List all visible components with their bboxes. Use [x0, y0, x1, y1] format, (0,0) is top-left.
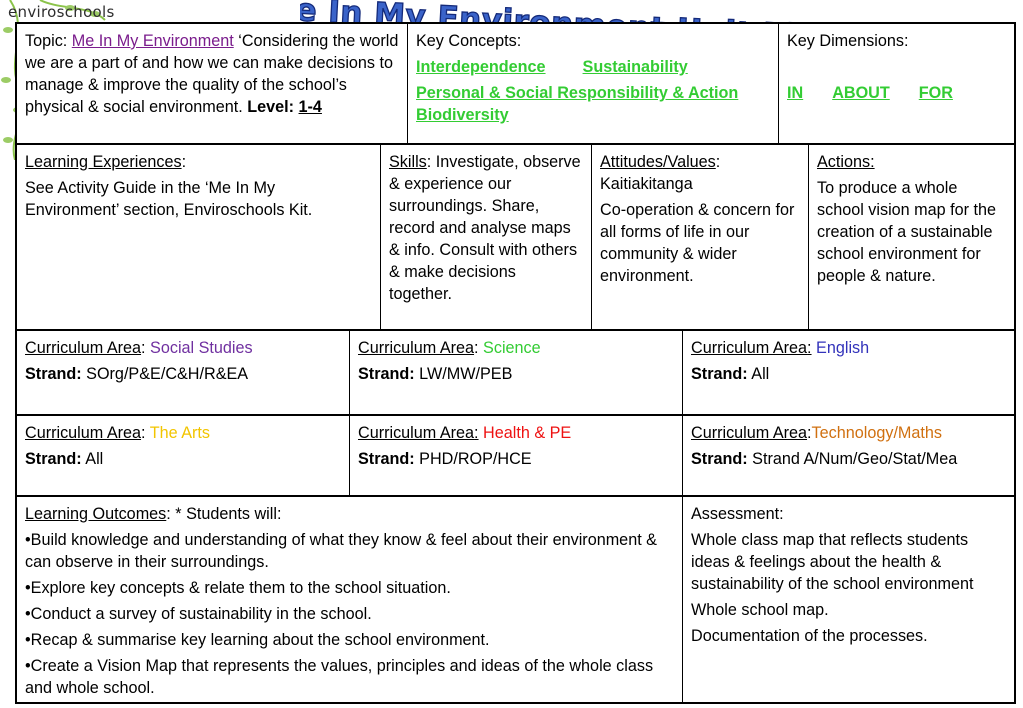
- strand-label: Strand:: [691, 365, 748, 383]
- strand-label: Strand:: [691, 450, 748, 468]
- outcome-item: •Explore key concepts & relate them to the school situation.: [25, 579, 451, 597]
- level-value: 1-4: [298, 98, 322, 116]
- curriculum-english: Curriculum Area: English Strand: All: [683, 331, 1016, 416]
- actions-text: To produce a whole school vision map for the creation of a sustainable school environment for people & nature.: [817, 179, 997, 285]
- learning-experiences-label: Learning Experiences: [25, 153, 182, 171]
- curriculum-the-arts: Curriculum Area: The Arts Strand: All: [17, 416, 350, 497]
- curriculum-area-label: Curriculum Area: [358, 424, 475, 442]
- strand-value: PHD/ROP/HCE: [419, 450, 532, 468]
- skills-label: Skills: [389, 153, 427, 171]
- curriculum-area-value: Technology/Maths: [811, 424, 943, 442]
- assessment-item: Whole school map.: [691, 601, 829, 619]
- curriculum-area-label: Curriculum Area: [358, 339, 475, 357]
- curriculum-area-label: Curriculum Area: [25, 339, 142, 357]
- topic-value: Me In My Environment: [71, 32, 234, 50]
- learning-experiences-cell: Learning Experiences: See Activity Guide in the ‘Me In My Environment’ section, Enviroschools Kit.: [17, 145, 381, 331]
- curriculum-area-value: English: [816, 339, 870, 357]
- assessment-item: Whole class map that reflects students ideas & feelings about the health & sustainability of the school environment: [691, 531, 974, 593]
- strand-label: Strand:: [358, 365, 415, 383]
- curriculum-area-value: The Arts: [149, 424, 211, 442]
- attitudes-kaitiakitanga: Kaitiakitanga: [600, 175, 693, 193]
- curriculum-area-value: Science: [483, 339, 541, 357]
- topic-cell: [17, 24, 408, 145]
- concept-sustainability: Sustainability: [582, 58, 688, 76]
- assessment-item: Documentation of the processes.: [691, 627, 928, 645]
- outcome-item: •Create a Vision Map that represents the values, principles and ideas of the whole class and whole school.: [25, 657, 654, 697]
- learning-experiences-text: See Activity Guide in the ‘Me In My Environment’ section, Enviroschools Kit.: [25, 179, 313, 219]
- curriculum-area-label: Curriculum Area: [691, 339, 808, 357]
- curriculum-health-pe: Curriculum Area: Health & PE Strand: PHD/ROP/HCE: [350, 416, 683, 497]
- concept-interdependence: Interdependence: [416, 58, 546, 76]
- attitudes-label: Attitudes/Values: [600, 153, 716, 171]
- curriculum-social-studies: Curriculum Area: Social Studies Strand: SOrg/P&E/C&H/R&EA: [17, 331, 350, 416]
- curriculum-area-value: Social Studies: [150, 339, 253, 357]
- key-concepts-label: Key Concepts:: [416, 32, 522, 50]
- learning-outcomes-label: Learning Outcomes: [25, 505, 167, 523]
- unit-plan-table: [15, 22, 1016, 704]
- attitudes-cell: Attitudes/Values: Kaitiakitanga Co-operation & concern for all forms of life in our community & wider environment.: [592, 145, 809, 331]
- key-concepts-cell: [408, 24, 779, 145]
- assessment-label: Assessment:: [691, 505, 784, 523]
- actions-label: Actions:: [817, 153, 875, 171]
- skills-text: Investigate, observe & experience our surroundings. Share, record and analyse maps & info. Consult with others & make decisions together.: [389, 153, 581, 303]
- dimension-in: IN: [787, 84, 804, 102]
- learning-outcomes-intro: * Students will:: [175, 505, 282, 523]
- key-dimensions-label: Key Dimensions:: [787, 32, 909, 50]
- key-dimensions-cell: [779, 24, 1016, 145]
- attitudes-text: Co-operation & concern for all forms of life in our community & wider environment.: [600, 201, 795, 285]
- outcome-item: •Build knowledge and understanding of what they know & feel about their environment & can observe in their surroundings.: [25, 531, 657, 571]
- concept-responsibility: Personal & Social Responsibility & Action: [416, 84, 739, 102]
- curriculum-technology-maths: Curriculum Area:Technology/Maths Strand: Strand A/Num/Geo/Stat/Mea: [683, 416, 1016, 497]
- assessment-cell: [683, 497, 1016, 702]
- curriculum-science: Curriculum Area: Science Strand: LW/MW/PEB: [350, 331, 683, 416]
- topic-text: ‘Considering the world we are a part of and how we can make decisions to manage & improve the quality of the school’s physical & social environment.: [25, 32, 399, 116]
- actions-cell: [809, 145, 1016, 331]
- dimension-for: FOR: [918, 84, 953, 102]
- level-label: Level:: [247, 98, 295, 116]
- strand-value: Strand A/Num/Geo/Stat/Mea: [752, 450, 958, 468]
- strand-value: LW/MW/PEB: [419, 365, 513, 383]
- strand-value: SOrg/P&E/C&H/R&EA: [86, 365, 249, 383]
- curriculum-area-label: Curriculum Area: [25, 424, 142, 442]
- strand-label: Strand:: [358, 450, 415, 468]
- skills-cell: Skills: Investigate, observe & experience our surroundings. Share, record and analyse maps & info. Consult with others & make decisions together.: [381, 145, 592, 331]
- outcome-item: •Conduct a survey of sustainability in the school.: [25, 605, 372, 623]
- curriculum-area-value: Health & PE: [483, 424, 572, 442]
- strand-value: All: [85, 450, 104, 468]
- brand-logo-text: enviroschools: [8, 3, 115, 21]
- concept-biodiversity: Biodiversity: [416, 106, 509, 124]
- dimension-about: ABOUT: [832, 84, 890, 102]
- outcome-item: •Recap & summarise key learning about the school environment.: [25, 631, 490, 649]
- topic-label: Topic:: [25, 32, 68, 50]
- strand-label: Strand:: [25, 365, 82, 383]
- curriculum-area-label: Curriculum Area: [691, 424, 808, 442]
- strand-label: Strand:: [25, 450, 82, 468]
- learning-outcomes-cell: Learning Outcomes: * Students will: •Build knowledge and understanding of what they know & feel about their environment & can observe in their surroundings. •Explore key concepts & relate them to the school situation. •Conduct a survey of sustainability in the school. •Recap & summarise key learning about the school environment. •Create a Vision Map that represents the values, principles and ideas of the whole class and whole school.: [17, 497, 683, 702]
- strand-value: All: [751, 365, 770, 383]
